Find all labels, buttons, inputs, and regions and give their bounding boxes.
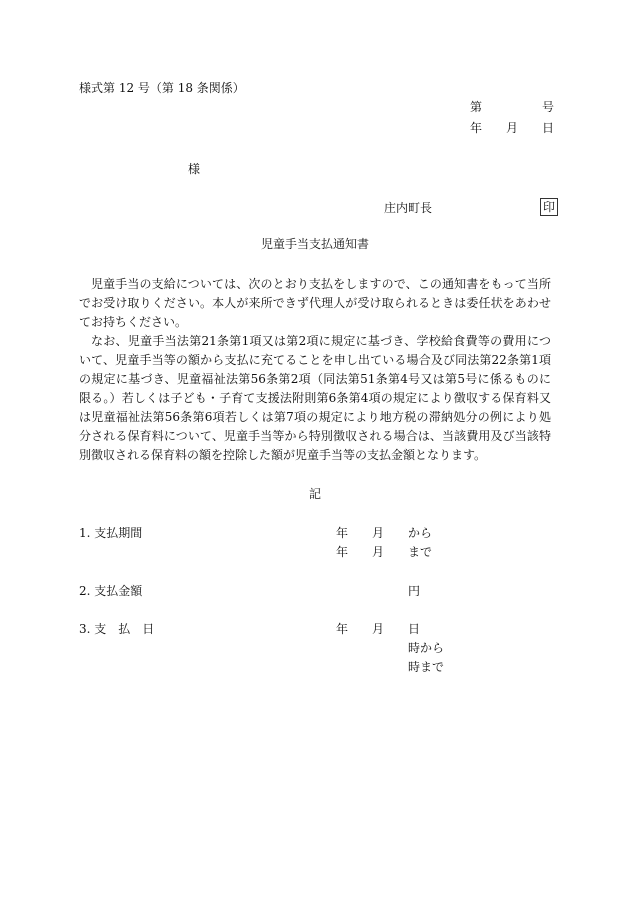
period-from-year: 年 [336,526,349,540]
period-to-month: 月 [372,545,385,559]
payment-time-to: 時まで [408,660,445,674]
document-date-field: 年 月 日 [470,121,555,135]
payment-date-day: 日 [408,622,421,636]
period-from-suffix: から [408,526,433,540]
document-number-field: 第 号 [470,100,555,114]
period-to-year: 年 [336,545,349,559]
notice-body [79,275,551,465]
payment-amount-label: 2. 支払金額 [79,584,143,598]
body-paragraph-1: 児童手当の支給については、次のとおり支払をしますので、この通知書をもって当所でお受け取りください。本人が来所できず代理人が受け取られるときは委任状をあわせてお持ちください。 [79,277,551,329]
payment-date-label: 3. 支 払 日 [79,622,155,636]
payment-date-year: 年 [336,622,349,636]
payment-amount-unit: 円 [408,584,421,598]
ki-heading: 記 [308,487,321,501]
body-paragraph-2: なお、児童手当法第21条第1項又は第2項に規定に基づき、学校給食費等の費用について、児童手当等の額から支払に充てることを申し出ている場合及び同法第22条第1項の規定に基づき、児童福祉法第56条第2項（同法第51条第4号又は第5号に係るものに限る。）若しくは子ども・子育て支援法附則第6条第4項の規定により徴収する保育料又は児童福祉法第56条第6項若しくは第7項の規定により地方税の滞納処分の例により処分される保育料について、児童手当等から特別徴収される場合は、当該費用及び当該特別徴収される保育料の額を控除した額が児童手当等の支払金額となります。 [79,334,551,462]
form-number-label: 様式第 12 号（第 18 条関係） [79,81,245,95]
period-from-month: 月 [372,526,385,540]
payment-date-month: 月 [372,622,385,636]
addressee-honorific: 様 [188,162,201,176]
document-title: 児童手当支払通知書 [260,237,369,251]
seal-mark: 印 [540,198,558,216]
payment-time-from: 時から [408,641,445,655]
period-to-suffix: まで [408,545,433,559]
payment-period-label: 1. 支払期間 [79,526,143,540]
issuer-name: 庄内町長 [384,201,433,215]
